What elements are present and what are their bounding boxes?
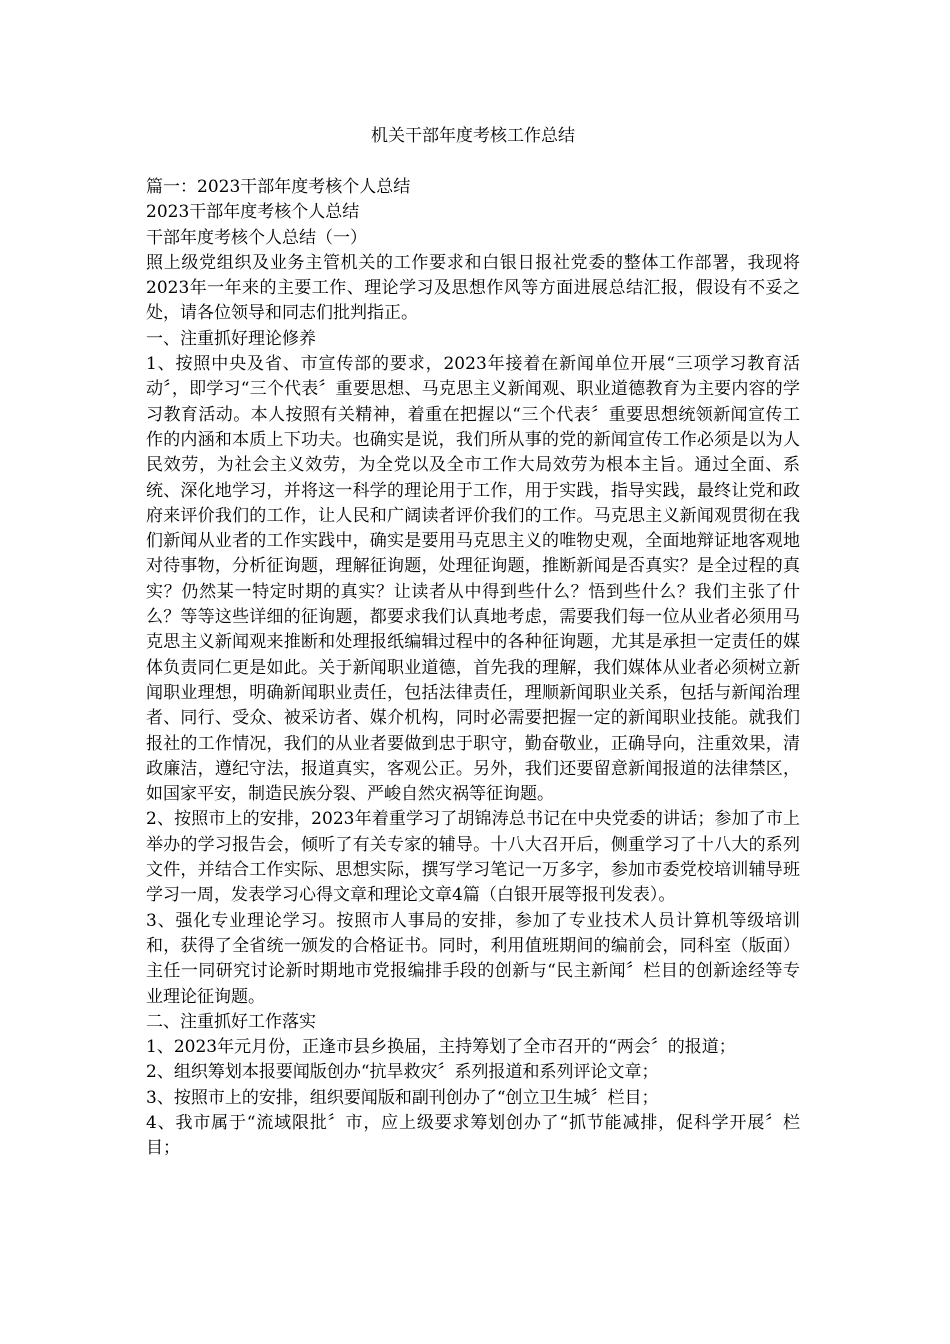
document-body: [146, 175, 800, 1162]
subtitle-summary-one: 干部年度考核个人总结（一）: [146, 227, 367, 248]
document-title: 机关干部年度考核工作总结: [371, 126, 575, 146]
theory-item-2: 2、按照市上的安排，2023年着重学习了胡锦涛总书记在中央党委的讲话；参加了市上举办的学习报告会，倾听了有关专家的辅导。十八大召开后，侧重学习了十八大的系列文件，并结合工作实际、思想实际，撰写学习笔记一万多字，参加市委党校培训辅导班学习一周，发表学习心得文章和理论文章4篇（白银开展等报刊发表）。: [146, 809, 800, 906]
intro-paragraph: 照上级党组织及业务主管机关的工作要求和白银日报社党委的整体工作部署，我现将2023年一年来的主要工作、理论学习及思想作风等方面进展总结汇报，假设有不妥之处，请各位领导和同志们批判指正。: [146, 252, 800, 324]
work-item-2: 2、组织筹划本报要闻版创办“抗旱救灾〞系列报道和系列评论文章；: [146, 1062, 659, 1083]
section-heading-theory: 一、注重抓好理论修养: [146, 328, 316, 349]
work-item-3: 3、按照市上的安排，组织要闻版和副刊创办了“创立卫生城〞栏目；: [146, 1087, 659, 1108]
section-heading-part-one: 篇一：2023干部年度考核个人总结: [146, 177, 411, 197]
work-item-1: 1、2023年元月份，正逢市县乡换届，主持筹划了全市召开的“两会〞的报道；: [146, 1037, 736, 1058]
theory-item-1: 1、按照中央及省、市宣传部的要求，2023年接着在新闻单位开展“三项学习教育活动〞，即学习“三个代表〞重要思想、马克思主义新闻观、职业道德教育为主要内容的学习教育活动。本人按照有关精神，着重在把握以“三个代表〞重要思想统领新闻宣传工作的内涵和本质上下功夫。也确实是说，我们所从事的党的新闻宣传工作必须是以为人民效劳，为社会主义效劳，为全党以及全市工作大局效劳为根本主旨。通过全面、系统、深化地学习，并将这一科学的理论用于工作，用于实践，指导实践，最终让党和政府来评价我们的工作，让人民和广阔读者评价我们的工作。马克思主义新闻观贯彻在我们新闻从业者的工作实践中，确实是要用马克思主义的唯物史观，全面地辩证地客观地对待事物，分析征询题，理解征询题，处理征询题，推断新闻是否真实？是全过程的真实？仍然某一特定时期的真实？让读者从中得到些什么？悟到些什么？我们主张了什么？等等这些详细的征询题，都要求我们认真地考虑，需要我们每一位从业者必须用马克思主义新闻观来推断和处理报纸编辑过程中的各种征询题，尤其是承担一定责任的媒体负责同仁更是如此。关于新闻职业道德，首先我的理解，我们媒体从业者必须树立新闻职业理想，明确新闻职业责任，包括法律责任，理顺新闻职业关系，包括与新闻治理者、同行、受众、被采访者、媒介机构，同时必需要把握一定的新闻职业技能。就我们报社的工作情况，我们的从业者要做到忠于职守，勤奋敬业，正确导向，注重效果，清政廉洁，遵纪守法，报道真实，客观公正。另外，我们还要留意新闻报道的法律禁区，如国家平安，制造民族分裂、严峻自然灾祸等征询题。: [146, 354, 800, 805]
theory-item-3: 3、强化专业理论学习。按照市人事局的安排，参加了专业技术人员计算机等级培训和，获得了全省统一颁发的合格证书。同时，利用值班期间的编前会，同科室（版面）主任一同研究讨论新时期地市党报编排手段的创新与“民主新闻〞栏目的创新途经等专业理论征询题。: [146, 910, 800, 1007]
subtitle-summary: 2023干部年度考核个人总结: [146, 202, 360, 223]
section-heading-work: 二、注重抓好工作落实: [146, 1011, 316, 1032]
work-item-4: 4、我市属于“流域限批〞市，应上级要求筹划创办了“抓节能减排，促科学开展〞栏目；: [146, 1112, 800, 1159]
